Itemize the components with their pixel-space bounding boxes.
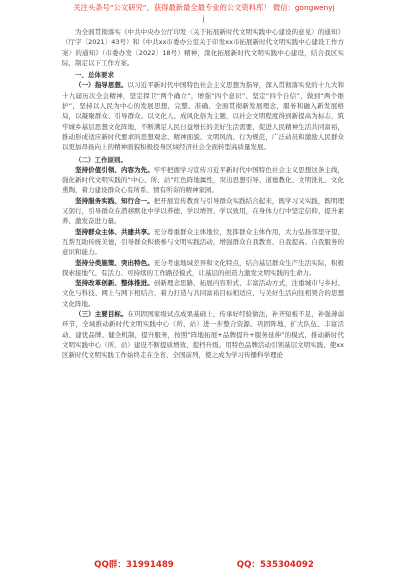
subsection-heading: （二）工作原则。: [75, 155, 127, 164]
principle-text: 把开展宣传教育与引导群众实践结合起来，既学习又实践，既明理又躬行，引导群众在潜移默化中学以养德、学以增智、学以致用，在身体力行中坚定信仰、提升素养、激发奋进力量。: [62, 196, 344, 226]
principle-text: 牢牢把握学习宣传习近平新时代中国特色社会主义思想这条主线，强化新时代文明实践的“中心、所、站”红色阵地属性，突出思想引导、道德教化、文明洗礼、文化熏陶，着力建设群众心有所系、情有所寄的精神家园。: [62, 165, 344, 195]
banner-line: 关注头条号“公文研究”，获得最新最全最专业的公文资料库！ 微信：gongwenyj: [73, 3, 335, 12]
banner-line-2: j: [202, 14, 206, 23]
goals-paragraph: [62, 309, 344, 360]
principle-text: 充分考虑地域差异和文化特点，结合基层群众生产生活实际，积极探索接地气、有活力、可持续的工作路径模式，让基层的创造力激发文明实践的生命力。: [62, 258, 344, 277]
principle-heading: 坚持价值引领、内容为先。: [75, 165, 154, 174]
principle-heading: 坚持分类施策、突出特色。: [75, 258, 154, 267]
intro-paragraph: 为全面贯彻落实《中共中央办公厅印发〈关于拓展新时代文明实践中心建设的意见〉的通知》（厅字〔2021〕43号）和《中共xx市委办公室关于印发xx市拓展新时代文明实践中心建设工作方案〉的通知》（市委办发〔2022〕18号）精神，深化拓展新时代文明实践中心建设，结合我区实际，制定以下工作方案。: [62, 28, 344, 67]
paragraph-guiding-thought: [62, 80, 344, 152]
goals-text: 在巩固国家级试点成果基础上，传承好经验做法，补齐短板不足，补强薄弱环节，全域推动新时代文明实践中心（所、站）进一步整合资源、巩固阵地、扩大队伍、丰富活动、建优品牌、健全机制，提升服务，按照“阵地拓展+品牌提升+服务延伸”的模式，推动新时代文明实践中心（所、站）建设不断提质增效、提档升级。用特色品牌活动引领基层文明实践，使xx区新时代文明实践工作始终走在全省、全国前列，使之成为学习传播科学理论: [62, 310, 344, 360]
principle-text: 充分尊重群众主体地位，发挥群众主体作用，大力弘扬邻里守望、互帮互助传统美德，引导群众积极参与文明实践活动，增强群众自我教育、自我提高、自我服务的意识和能力。: [62, 227, 344, 257]
principle-paragraph: [62, 165, 344, 196]
principle-text: 创新理念思路、拓展内容形式、丰富活动方式，注重城市与乡村、文化与科技、网上与网下相结合，着力打造与共同富裕目标相适应、与美好生活向往相契合的思想文化阵地。: [62, 279, 344, 308]
qq-group: QQ群：31991489: [94, 560, 174, 570]
qq-number: QQ：535304092: [236, 560, 314, 570]
principle-paragraph: [62, 227, 344, 258]
principle-heading: 坚持改革创新、整体推进。: [75, 279, 154, 288]
principle-paragraph: [62, 278, 344, 309]
principle-heading: 坚持服务实践、知行合一。: [75, 196, 154, 205]
paragraph-heading: （一）指导思想。: [75, 81, 128, 90]
principle-paragraph: [62, 258, 344, 279]
footer-contact: [0, 556, 408, 574]
document-body: [62, 27, 344, 361]
principle-heading: 坚持群众主体、共建共享。: [75, 227, 154, 236]
top-banner: [0, 2, 408, 24]
principle-paragraph: [62, 196, 344, 227]
goals-heading: （三）主要目标。: [75, 310, 128, 319]
section-heading: 一、总体要求: [75, 71, 114, 80]
paragraph-text: 以习近平新时代中国特色社会主义思想为指导，深入贯彻落实党的十九大和十九届历次全会精神，坚定捍卫“两个确立”，增强“四个意识”、坚定“四个自信”、做到“两个维护”，坚持以人民为中心的发展思想，完整、准确、全面贯彻新发展理念，服务和融入新发展格局，以凝聚群众、引导群众、以文化人、成风化俗为主题，以社会文明程度得到新提高为标志，筑牢城乡基层思想文化阵地，不断满足人民日益增长的美好生活需要，促进人民精神生活共同富裕，推动形成适应新时代要求的思想观念、精神面貌、文明风尚、行为规范，广泛动员和激励人民群众以更加昂扬向上的精神面貌积极投身区域经济社会全面转型高质量发展。: [62, 81, 344, 152]
